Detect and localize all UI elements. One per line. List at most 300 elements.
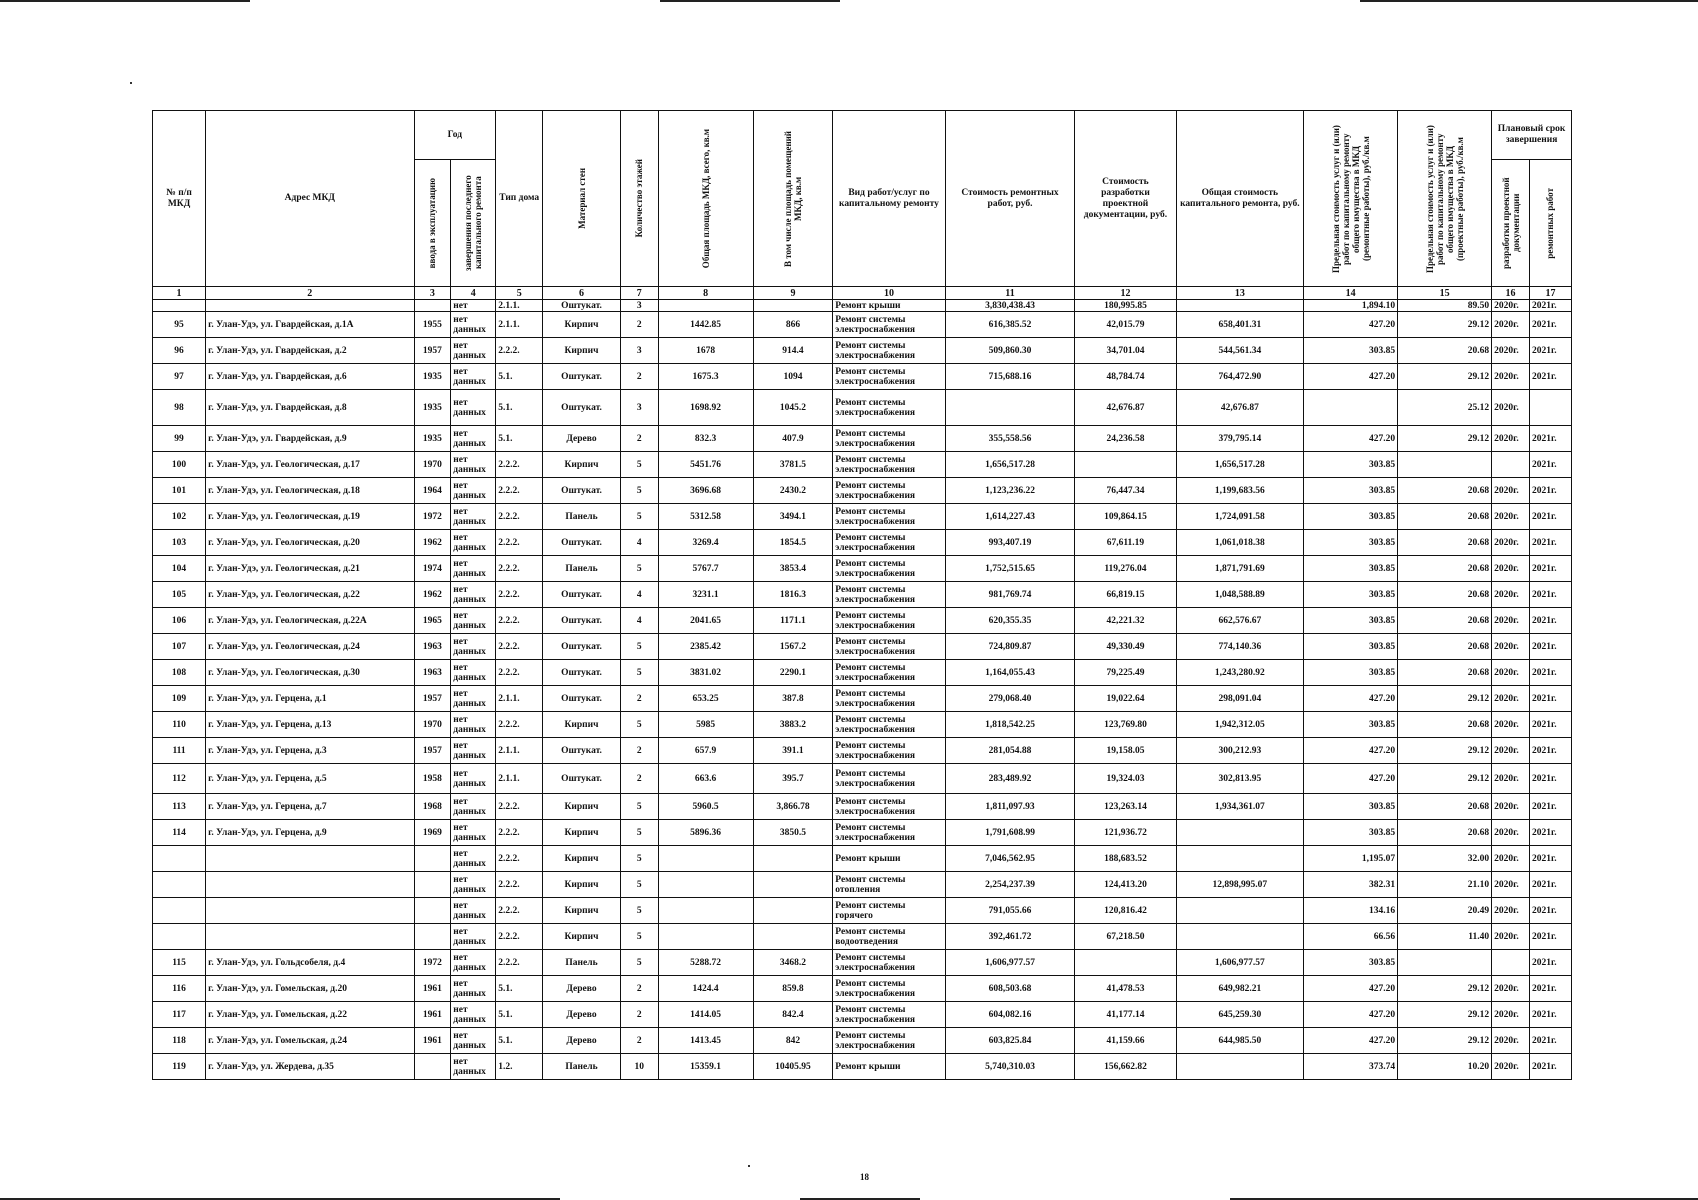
table-cell: 2 <box>620 1028 658 1054</box>
table-cell <box>414 846 451 872</box>
table-cell: 303.85 <box>1304 452 1398 478</box>
table-cell: 79,225.49 <box>1075 660 1176 686</box>
table-cell: 7,046,562.95 <box>945 846 1075 872</box>
table-row <box>153 556 1572 582</box>
table-cell <box>1176 820 1304 846</box>
header-floors: Количество этажей <box>620 111 658 287</box>
table-cell: нет данных <box>451 686 496 712</box>
table-cell: 1970 <box>414 452 451 478</box>
table-cell: 2021г. <box>1529 556 1571 582</box>
table-cell: 2021г. <box>1529 426 1571 452</box>
table-cell: 1816.3 <box>753 582 833 608</box>
column-number: 4 <box>451 287 496 300</box>
table-cell: 2.1.1. <box>496 738 543 764</box>
table-cell: нет данных <box>451 312 496 338</box>
table-cell: Кирпич <box>543 312 621 338</box>
table-cell: 5288.72 <box>658 950 753 976</box>
table-cell <box>1398 452 1492 478</box>
table-cell: 4 <box>620 608 658 634</box>
table-cell: 114 <box>153 820 206 846</box>
column-number-row <box>153 287 1572 300</box>
table-cell: 645,259.30 <box>1176 1002 1304 1028</box>
column-number: 16 <box>1492 287 1530 300</box>
table-cell: Ремонт системы электроснабжения <box>833 364 945 390</box>
table-cell: 1,195.07 <box>1304 846 1398 872</box>
table-cell: Оштукат. <box>543 764 621 794</box>
table-cell: 653.25 <box>658 686 753 712</box>
table-cell <box>206 924 414 950</box>
table-cell: 2,254,237.39 <box>945 872 1075 898</box>
table-cell: нет данных <box>451 712 496 738</box>
table-cell: нет данных <box>451 898 496 924</box>
table-cell: 5 <box>620 950 658 976</box>
table-cell: 2020г. <box>1492 898 1530 924</box>
table-cell: Оштукат. <box>543 634 621 660</box>
table-row <box>153 1002 1572 1028</box>
table-cell: 724,809.87 <box>945 634 1075 660</box>
table-cell: 3883.2 <box>753 712 833 738</box>
table-cell: 663.6 <box>658 764 753 794</box>
table-cell <box>753 846 833 872</box>
table-cell: 2021г. <box>1529 504 1571 530</box>
table-cell <box>1176 924 1304 950</box>
table-cell: 20.68 <box>1398 504 1492 530</box>
header-year-group: Год <box>414 111 496 160</box>
table-cell: 10.20 <box>1398 1054 1492 1080</box>
table-cell: 11.40 <box>1398 924 1492 950</box>
table-cell: 112 <box>153 764 206 794</box>
table-cell: 303.85 <box>1304 338 1398 364</box>
table-cell <box>1398 950 1492 976</box>
table-cell: 2.2.2. <box>496 530 543 556</box>
table-cell: Оштукат. <box>543 300 621 312</box>
table-cell: 3853.4 <box>753 556 833 582</box>
table-row <box>153 312 1572 338</box>
table-cell: Ремонт системы электроснабжения <box>833 976 945 1002</box>
table-cell: нет данных <box>451 504 496 530</box>
table-cell: 2385.42 <box>658 634 753 660</box>
table-cell: нет данных <box>451 738 496 764</box>
table-cell: г. Улан-Удэ, ул. Герцена, д.13 <box>206 712 414 738</box>
table-row <box>153 872 1572 898</box>
header-address: Адрес МКД <box>206 111 414 287</box>
table-cell: 1,606,977.57 <box>945 950 1075 976</box>
table-cell <box>206 300 414 312</box>
table-cell: 2021г. <box>1529 1028 1571 1054</box>
table-cell: 1,818,542.25 <box>945 712 1075 738</box>
table-cell: г. Улан-Удэ, ул. Герцена, д.9 <box>206 820 414 846</box>
table-cell: нет данных <box>451 660 496 686</box>
table-cell: г. Улан-Удэ, ул. Геологическая, д.22А <box>206 608 414 634</box>
table-cell: 5.1. <box>496 364 543 390</box>
table-cell: 5 <box>620 452 658 478</box>
table-cell: Оштукат. <box>543 364 621 390</box>
table-cell <box>414 898 451 924</box>
table-cell: Оштукат. <box>543 608 621 634</box>
table-cell: 1957 <box>414 338 451 364</box>
table-cell: Оштукат. <box>543 660 621 686</box>
table-cell: 29.12 <box>1398 764 1492 794</box>
table-cell: 2 <box>620 1002 658 1028</box>
table-cell: 303.85 <box>1304 556 1398 582</box>
table-cell: 2 <box>620 312 658 338</box>
table-cell: 1698.92 <box>658 390 753 426</box>
table-cell <box>1176 300 1304 312</box>
table-cell: нет данных <box>451 338 496 364</box>
table-cell: 20.68 <box>1398 712 1492 738</box>
table-cell <box>658 898 753 924</box>
table-cell: 2020г. <box>1492 1028 1530 1054</box>
table-cell: г. Улан-Удэ, ул. Геологическая, д.20 <box>206 530 414 556</box>
table-cell <box>658 846 753 872</box>
table-cell: Оштукат. <box>543 582 621 608</box>
table-cell: 303.85 <box>1304 794 1398 820</box>
table-cell: 303.85 <box>1304 582 1398 608</box>
table-cell: 859.8 <box>753 976 833 1002</box>
table-row <box>153 1054 1572 1080</box>
table-cell: 118 <box>153 1028 206 1054</box>
header-limit-repair: Предельная стоимость услуг и (или) работ по капитальному ремонту общего имущества в МКД (ремонтные работы), руб./кв.м <box>1304 111 1398 287</box>
table-cell: Ремонт системы электроснабжения <box>833 738 945 764</box>
table-cell: 1974 <box>414 556 451 582</box>
table-cell: 2 <box>620 686 658 712</box>
header-limit-design: Предельная стоимость услуг и (или) работ по капитальному ремонту общего имущества в МКД (проектные работы), руб./кв.м <box>1398 111 1492 287</box>
table-cell: 1965 <box>414 608 451 634</box>
table-cell: 281,054.88 <box>945 738 1075 764</box>
table-cell: 1,656,517.28 <box>1176 452 1304 478</box>
table-cell: 427.20 <box>1304 686 1398 712</box>
table-cell: 25.12 <box>1398 390 1492 426</box>
table-cell <box>153 898 206 924</box>
table-cell <box>414 872 451 898</box>
table-cell: 1,061,018.38 <box>1176 530 1304 556</box>
table-cell: 29.12 <box>1398 686 1492 712</box>
table-cell: 5,740,310.03 <box>945 1054 1075 1080</box>
table-cell: Панель <box>543 1054 621 1080</box>
table-cell: г. Улан-Удэ, ул. Гвардейская, д.1А <box>206 312 414 338</box>
table-cell: 658,401.31 <box>1176 312 1304 338</box>
table-cell: 48,784.74 <box>1075 364 1176 390</box>
table-cell: 1,199,683.56 <box>1176 478 1304 504</box>
table-cell: 1963 <box>414 634 451 660</box>
table-cell: 42,015.79 <box>1075 312 1176 338</box>
table-cell: Ремонт системы электроснабжения <box>833 764 945 794</box>
table-cell: 2020г. <box>1492 738 1530 764</box>
table-cell: Кирпич <box>543 898 621 924</box>
table-row <box>153 390 1572 426</box>
table-cell: 2020г. <box>1492 1002 1530 1028</box>
table-cell: 649,982.21 <box>1176 976 1304 1002</box>
table-cell: Кирпич <box>543 846 621 872</box>
table-row <box>153 338 1572 364</box>
column-number: 15 <box>1398 287 1492 300</box>
table-cell: 10 <box>620 1054 658 1080</box>
table-cell: г. Улан-Удэ, ул. Геологическая, д.17 <box>206 452 414 478</box>
table-cell <box>153 924 206 950</box>
table-cell: г. Улан-Удэ, ул. Герцена, д.1 <box>206 686 414 712</box>
table-cell: 5 <box>620 478 658 504</box>
table-cell: 1413.45 <box>658 1028 753 1054</box>
table-cell: 120,816.42 <box>1075 898 1176 924</box>
table-cell: 2041.65 <box>658 608 753 634</box>
header-repair-cost: Стоимость ремонтных работ, руб. <box>945 111 1075 287</box>
table-cell: Ремонт системы электроснабжения <box>833 820 945 846</box>
table-cell: 2.2.2. <box>496 950 543 976</box>
table-cell: нет <box>451 300 496 312</box>
table-cell: 2.2.2. <box>496 582 543 608</box>
table-row <box>153 898 1572 924</box>
table-cell: 109 <box>153 686 206 712</box>
table-cell: 842.4 <box>753 1002 833 1028</box>
table-cell: 2 <box>620 976 658 1002</box>
table-cell: 2 <box>620 426 658 452</box>
table-cell: 2021г. <box>1529 300 1571 312</box>
table-cell: нет данных <box>451 924 496 950</box>
table-cell: Ремонт системы электроснабжения <box>833 712 945 738</box>
table-cell: 107 <box>153 634 206 660</box>
table-cell: 3781.5 <box>753 452 833 478</box>
table-cell: 2021г. <box>1529 820 1571 846</box>
table-cell: 5 <box>620 846 658 872</box>
table-cell: 427.20 <box>1304 312 1398 338</box>
table-row <box>153 764 1572 794</box>
table-cell: 34,701.04 <box>1075 338 1176 364</box>
table-cell: 302,813.95 <box>1176 764 1304 794</box>
table-cell: 2290.1 <box>753 660 833 686</box>
table-cell: 1,048,588.89 <box>1176 582 1304 608</box>
table-cell: 2021г. <box>1529 338 1571 364</box>
table-cell: 544,561.34 <box>1176 338 1304 364</box>
table-cell: 914.4 <box>753 338 833 364</box>
table-cell: 20.68 <box>1398 634 1492 660</box>
table-cell: нет данных <box>451 390 496 426</box>
table-cell: 20.68 <box>1398 794 1492 820</box>
table-cell: 604,082.16 <box>945 1002 1075 1028</box>
table-cell: 3,830,438.43 <box>945 300 1075 312</box>
table-cell: Панель <box>543 556 621 582</box>
table-cell: 111 <box>153 738 206 764</box>
table-row <box>153 478 1572 504</box>
table-cell: 1935 <box>414 426 451 452</box>
table-cell <box>153 846 206 872</box>
table-cell <box>153 872 206 898</box>
table-cell: 5.1. <box>496 390 543 426</box>
table-row <box>153 820 1572 846</box>
table-cell: 180,995.85 <box>1075 300 1176 312</box>
table-cell: 1045.2 <box>753 390 833 426</box>
table-cell: 2021г. <box>1529 1002 1571 1028</box>
table-cell: г. Улан-Удэ, ул. Гомельская, д.24 <box>206 1028 414 1054</box>
table-cell: Ремонт системы электроснабжения <box>833 530 945 556</box>
table-cell: г. Улан-Удэ, ул. Жердева, д.35 <box>206 1054 414 1080</box>
table-cell: 842 <box>753 1028 833 1054</box>
table-cell: 5.1. <box>496 976 543 1002</box>
table-cell: 2 <box>620 364 658 390</box>
header-commission-year: ввода в эксплуатацию <box>414 160 451 287</box>
table-cell: 2020г. <box>1492 582 1530 608</box>
table-cell: 1958 <box>414 764 451 794</box>
table-cell: нет данных <box>451 608 496 634</box>
table-cell: 427.20 <box>1304 364 1398 390</box>
table-cell: 1,934,361.07 <box>1176 794 1304 820</box>
table-cell: Ремонт системы электроснабжения <box>833 634 945 660</box>
table-row <box>153 1028 1572 1054</box>
table-cell: Оштукат. <box>543 478 621 504</box>
table-cell: 3468.2 <box>753 950 833 976</box>
table-cell: 2.1.1. <box>496 312 543 338</box>
column-number: 17 <box>1529 287 1571 300</box>
table-cell: 2020г. <box>1492 872 1530 898</box>
table-cell: 2020г. <box>1492 846 1530 872</box>
table-cell: 20.68 <box>1398 820 1492 846</box>
table-cell: 2020г. <box>1492 478 1530 504</box>
table-cell: 188,683.52 <box>1075 846 1176 872</box>
table-cell: 67,218.50 <box>1075 924 1176 950</box>
table-cell: 427.20 <box>1304 1028 1398 1054</box>
table-cell: 1970 <box>414 712 451 738</box>
table-cell: 1414.05 <box>658 1002 753 1028</box>
table-cell: 300,212.93 <box>1176 738 1304 764</box>
table-cell: 2.2.2. <box>496 846 543 872</box>
header-design-cost: Стоимость разработки проектной документации, руб. <box>1075 111 1176 287</box>
table-cell: 5 <box>620 634 658 660</box>
table-cell: 134.16 <box>1304 898 1398 924</box>
table-cell: 20.68 <box>1398 582 1492 608</box>
table-row <box>153 738 1572 764</box>
table-cell: нет данных <box>451 426 496 452</box>
table-cell: Ремонт системы водоотведения <box>833 924 945 950</box>
table-cell: нет данных <box>451 556 496 582</box>
table-cell: 4 <box>620 530 658 556</box>
table-cell: 2021г. <box>1529 608 1571 634</box>
header-wall-material: Материал стен <box>543 111 621 287</box>
table-cell: 2021г. <box>1529 846 1571 872</box>
table-cell <box>658 300 753 312</box>
table-cell: 66.56 <box>1304 924 1398 950</box>
table-cell: Ремонт системы электроснабжения <box>833 390 945 426</box>
table-cell: 67,611.19 <box>1075 530 1176 556</box>
table-cell: 76,447.34 <box>1075 478 1176 504</box>
table-cell: 121,936.72 <box>1075 820 1176 846</box>
table-cell <box>206 898 414 924</box>
table-cell: 657.9 <box>658 738 753 764</box>
table-cell: Ремонт системы электроснабжения <box>833 608 945 634</box>
table-cell: 2.2.2. <box>496 898 543 924</box>
column-number: 6 <box>543 287 621 300</box>
table-cell: 109,864.15 <box>1075 504 1176 530</box>
table-cell: 2021г. <box>1529 794 1571 820</box>
scan-edge-top-right <box>1360 0 1698 2</box>
table-cell: 2430.2 <box>753 478 833 504</box>
table-cell <box>753 898 833 924</box>
table-cell: Дерево <box>543 426 621 452</box>
table-row <box>153 364 1572 390</box>
table-cell: 2020г. <box>1492 312 1530 338</box>
table-cell: Ремонт системы электроснабжения <box>833 312 945 338</box>
table-cell <box>1176 898 1304 924</box>
table-row <box>153 426 1572 452</box>
table-cell: 993,407.19 <box>945 530 1075 556</box>
table-row <box>153 976 1572 1002</box>
header-house-type: Тип дома <box>496 111 543 287</box>
table-cell: 764,472.90 <box>1176 364 1304 390</box>
table-cell: 2020г. <box>1492 608 1530 634</box>
table-cell: 303.85 <box>1304 634 1398 660</box>
table-cell <box>1176 846 1304 872</box>
table-cell: 1968 <box>414 794 451 820</box>
table-cell: Ремонт системы электроснабжения <box>833 452 945 478</box>
table-cell: 102 <box>153 504 206 530</box>
table-cell: 382.31 <box>1304 872 1398 898</box>
table-cell: 1964 <box>414 478 451 504</box>
table-cell: нет данных <box>451 478 496 504</box>
table-cell: Ремонт крыши <box>833 846 945 872</box>
table-cell: 1969 <box>414 820 451 846</box>
table-cell <box>658 924 753 950</box>
table-cell: 2020г. <box>1492 504 1530 530</box>
table-cell: г. Улан-Удэ, ул. Геологическая, д.18 <box>206 478 414 504</box>
table-cell: Ремонт системы электроснабжения <box>833 582 945 608</box>
table-cell: 608,503.68 <box>945 976 1075 1002</box>
table-cell: Ремонт системы электроснабжения <box>833 660 945 686</box>
table-cell: 1678 <box>658 338 753 364</box>
table-cell: 298,091.04 <box>1176 686 1304 712</box>
table-cell: Кирпич <box>543 712 621 738</box>
table-cell: 104 <box>153 556 206 582</box>
table-cell: 407.9 <box>753 426 833 452</box>
table-cell: 41,159.66 <box>1075 1028 1176 1054</box>
table-cell: 1972 <box>414 504 451 530</box>
table-cell: нет данных <box>451 794 496 820</box>
table-cell: 303.85 <box>1304 820 1398 846</box>
column-number: 12 <box>1075 287 1176 300</box>
table-cell: 123,769.80 <box>1075 712 1176 738</box>
table-cell: 2020г. <box>1492 338 1530 364</box>
table-cell: 2021г. <box>1529 530 1571 556</box>
table-cell: 89.50 <box>1398 300 1492 312</box>
table-cell: 303.85 <box>1304 608 1398 634</box>
table-cell: 2021г. <box>1529 1054 1571 1080</box>
table-cell: 644,985.50 <box>1176 1028 1304 1054</box>
table-cell: г. Улан-Удэ, ул. Герцена, д.3 <box>206 738 414 764</box>
table-cell: 391.1 <box>753 738 833 764</box>
table-cell: 1,894.10 <box>1304 300 1398 312</box>
table-cell: 620,355.35 <box>945 608 1075 634</box>
table-body <box>153 300 1572 1080</box>
table-cell: 2.2.2. <box>496 504 543 530</box>
table-cell: г. Улан-Удэ, ул. Геологическая, д.22 <box>206 582 414 608</box>
table-cell: 66,819.15 <box>1075 582 1176 608</box>
table-cell: 1,871,791.69 <box>1176 556 1304 582</box>
table-cell: 110 <box>153 712 206 738</box>
table-row <box>153 452 1572 478</box>
table-cell: 2021г. <box>1529 764 1571 794</box>
table-row <box>153 530 1572 556</box>
table-cell: 2.2.2. <box>496 338 543 364</box>
table-cell: 20.68 <box>1398 556 1492 582</box>
table-cell: 5.1. <box>496 1002 543 1028</box>
table-row <box>153 660 1572 686</box>
header-work-type: Вид работ/услуг по капитальному ремонту <box>833 111 945 287</box>
table-cell: 2021г. <box>1529 312 1571 338</box>
table-cell: 5985 <box>658 712 753 738</box>
column-number: 11 <box>945 287 1075 300</box>
table-cell: Ремонт системы электроснабжения <box>833 794 945 820</box>
header-term-group: Плановый срок завершения <box>1492 111 1572 160</box>
table-cell <box>658 872 753 898</box>
table-cell: 1,791,608.99 <box>945 820 1075 846</box>
table-cell: 29.12 <box>1398 1028 1492 1054</box>
